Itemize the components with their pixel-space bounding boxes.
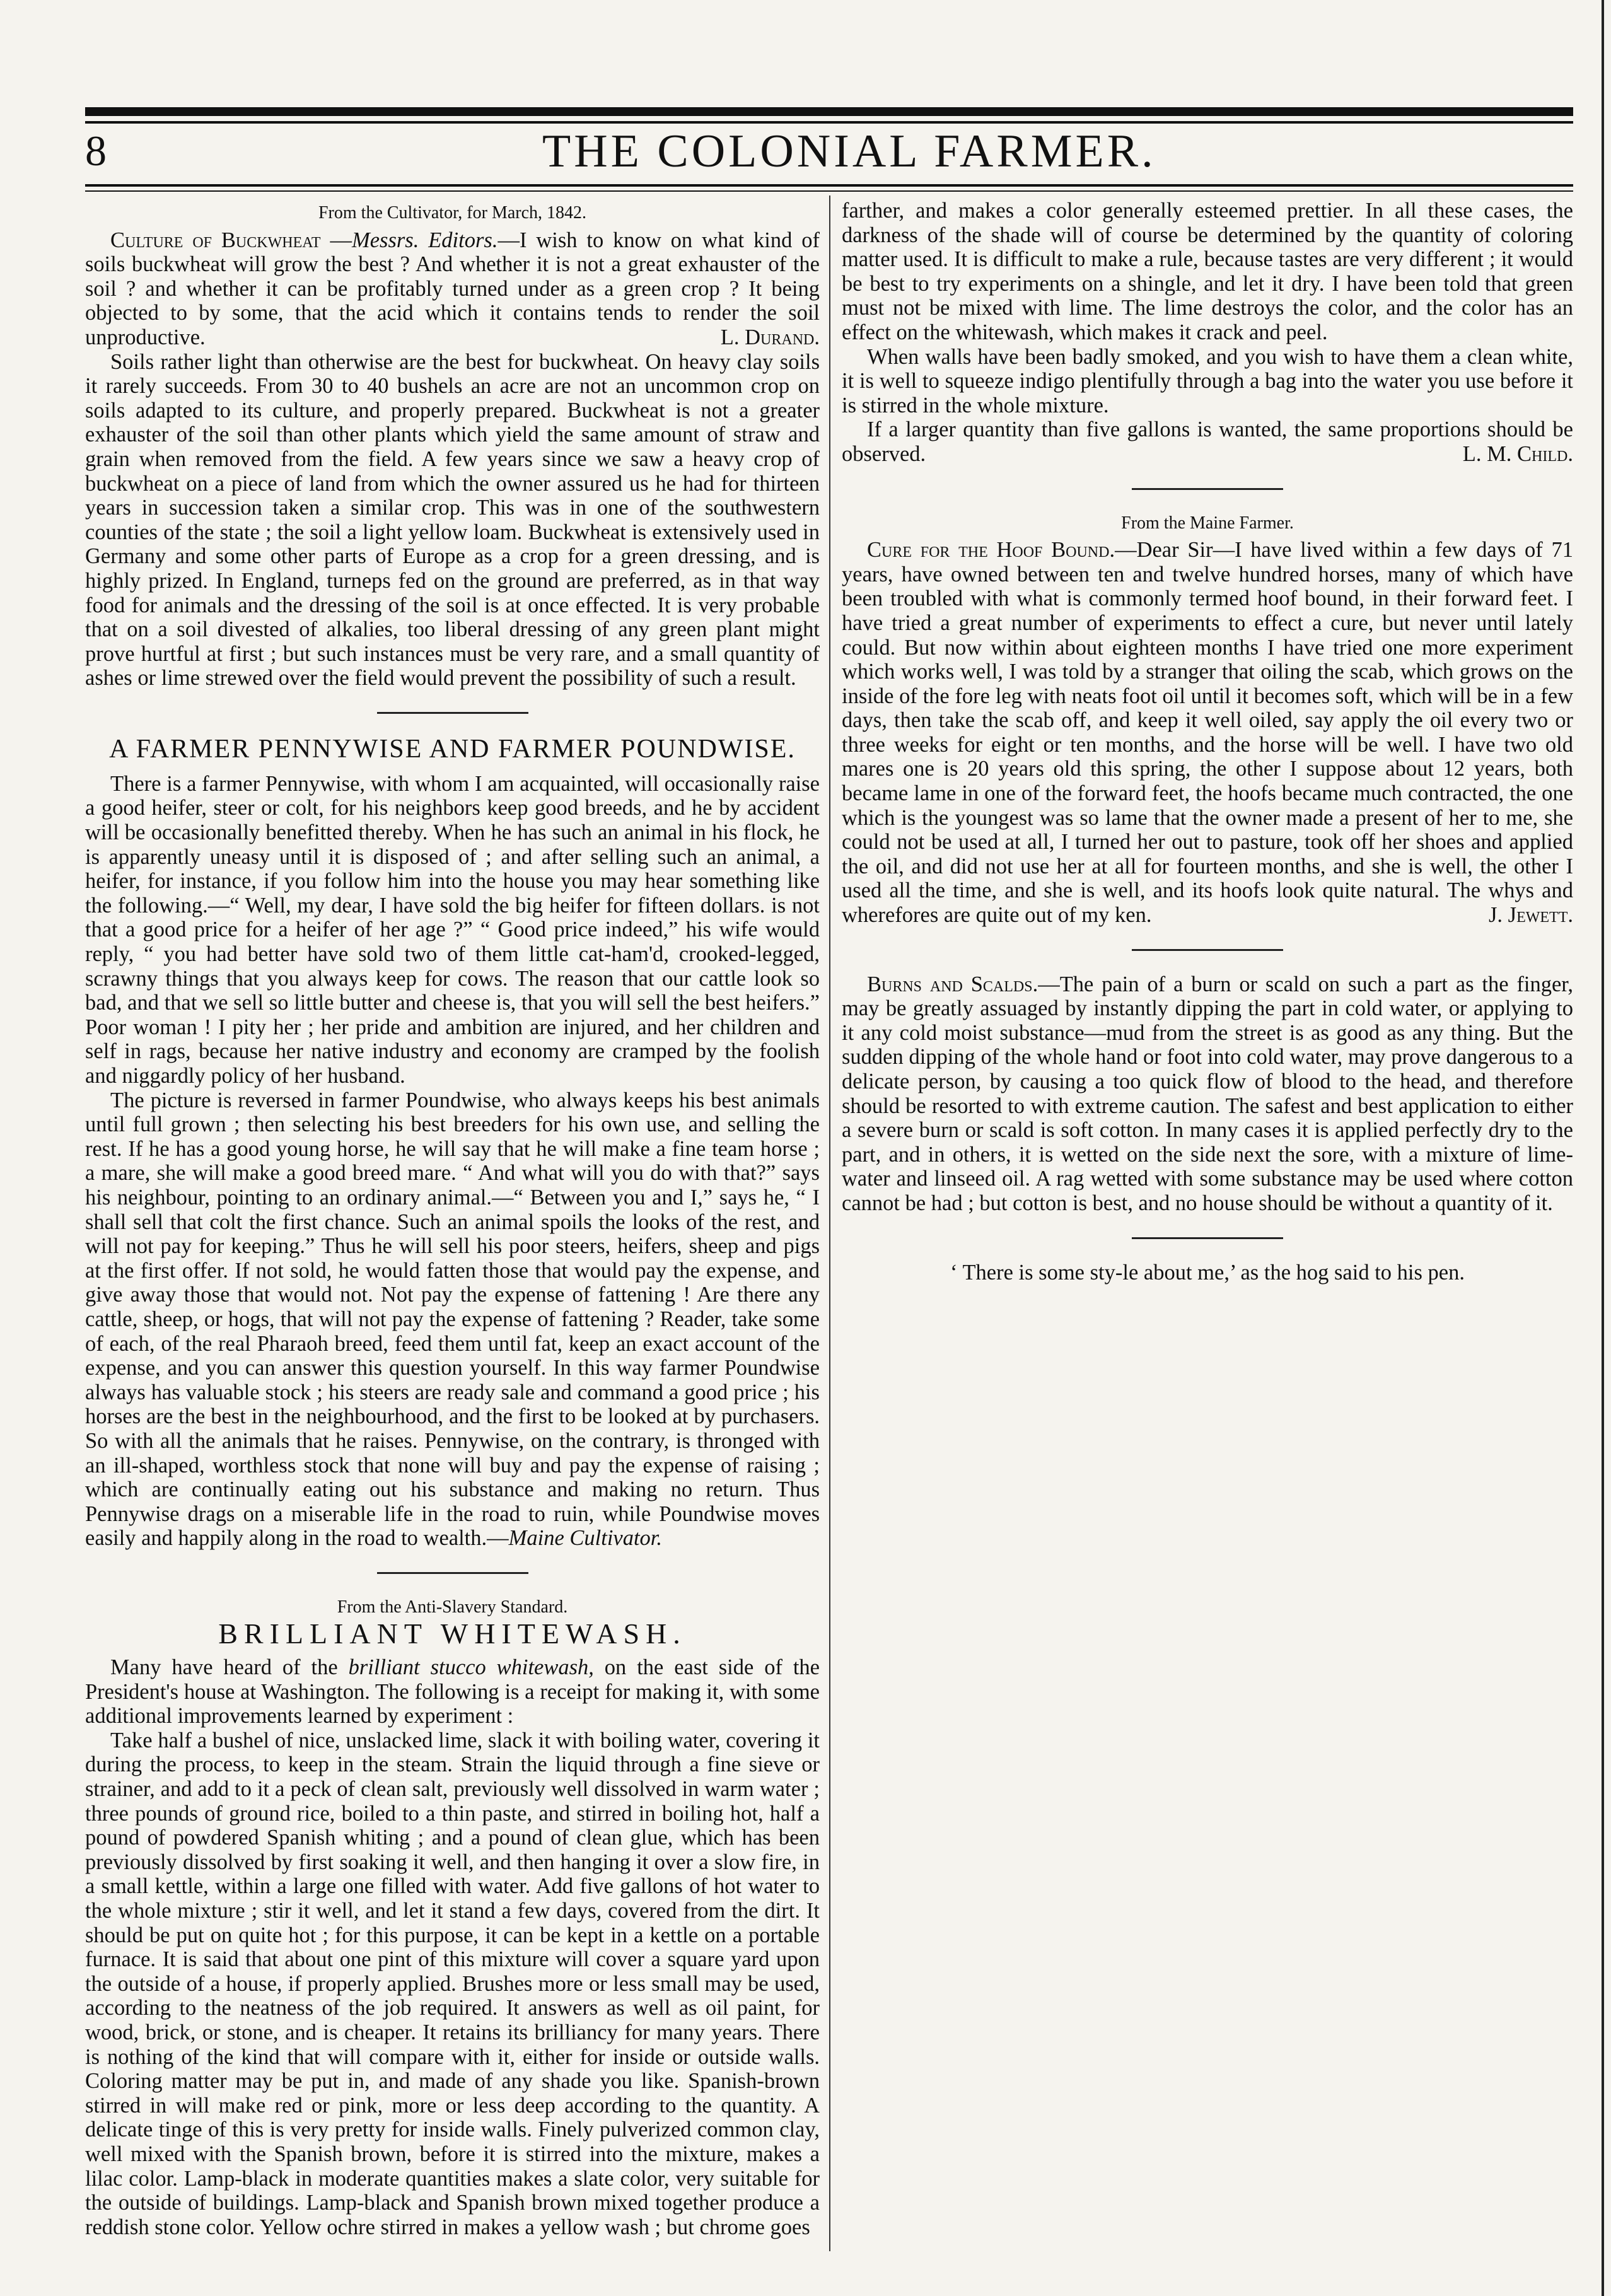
buckwheat-source: From the Cultivator, for March, 1842. — [318, 203, 587, 223]
whitewash-recipe: Take half a bushel of nice, unslacked lime, slack it with boiling water, covering it during the process, to keep in the steam. Strain the liquid through a fine sieve or strainer, and add to it a peck of clean salt, previously well dissolved in warm water ; three pounds of ground rice, boiled to a thin paste, and stirred in boiling hot, half a pound of powdered Spanish whiting ; and a pound of clean glue, which has been previously dissolved by first soaking it well, and then hanging it over a slow fire, in a small kettle, within a large one filled with water. Add five gallons of hot water to the whole mixture ; stir it well, and let it stand a few days, covered from the dirt. It should be put on quite hot ; for this purpose, it can be kept in a kettle on a portable furnace. It is said that about one pint of this mixture will cover a square yard upon the outside of a house, if properly applied. Brushes more or less small may be used, according to the neatness of the job required. It answers as well as oil paint, for wood, brick, or stone, and is cheaper. It retains its brilliancy for many years. There is nothing of the kind that will compare with it, either for inside or outside walls. Coloring matter may be put in, and made of any shade you like. Spanish-brown stirred in will make red or pink, more or less deep according to the quantity. A delicate tinge of this is very pretty for inside walls. Finely pulverized common clay, well mixed with the Spanish brown, before it is stirred into the mixture, makes a lilac color. Lamp-black in moderate quantities makes a slate color, very suitable for the outside of buildings. Lamp-black and Spanish brown mixed together produce a reddish stone color. Yellow ochre stirred in makes a yellow wash ; but chrome goes — [85, 1728, 820, 2239]
header-rule — [85, 184, 1573, 187]
section-rule — [377, 1572, 528, 1574]
whitewash-source: From the Anti-Slavery Standard. — [337, 1597, 568, 1617]
burns-body: —The pain of a burn or scald on such a part as the finger, may be greatly assuaged by instantly dipping the part in cold water, or applying to it any cold moist substance—mud from the street is as good as any thing. But the sudden dipping of the whole hand or foot into cold water, may prove dangerous to a delicate person, by causing a too quick flow of blood to the head, and therefore should be resorted to with extreme caution. The safest and best application to either a severe burn or scald is soft cotton. In many cases it is applied perfectly dry to the part, and in others, it is wetted on the side next the sore, with a mixture of lime-water and linseed oil. A rag wetted with some substance may be used where cotton cannot be had ; but cotton is best, and no house should be without a quantity of it. — [842, 972, 1573, 1215]
hog-quip: ‘ There is some sty-le about me,’ as the hog said to his pen. — [950, 1260, 1465, 1285]
section-rule — [1132, 1237, 1283, 1239]
pennywise-title: A FARMER PENNYWISE AND FARMER POUNDWISE. — [109, 734, 796, 764]
pennywise-paragraph-2 — [85, 1088, 820, 1551]
left-column — [85, 199, 820, 2239]
whitewash-signature: L. M. Child. — [1462, 441, 1573, 466]
section-rule — [1132, 949, 1283, 951]
buckwheat-question-text: —I wish to know on what kind of soils buckwheat will grow the best ? And whether it is not a great exhauster of the soil ? and whether it can be profitably turned under as a green crop ? It being objected to by some, that the acid which it contains tends to render the soil unproductive. — [85, 228, 820, 349]
whitewash-smoke: When walls have been badly smoked, and you wish to have them a clean white, it is well to squeeze indigo plentifully through a bag into the water you use before it is stirred in the whole mixture. — [842, 344, 1573, 417]
page-edge-line — [1602, 0, 1604, 2296]
whitewash-intro-a: Many have heard of the — [110, 1655, 349, 1680]
buckwheat-signature: L. Durand. — [720, 325, 820, 349]
pennywise-paragraph-2-text: The picture is reversed in farmer Poundwise, who always keeps his best animals until full grown ; then selecting his best breeders for his own use, and selling the rest. If he has a good young horse, he will say that he will make a fine team horse ; a mare, she will make a good breed mare. “ And what will you do with that?” says his neighbour, pointing to an ordinary animal.—“ Between you and I,” says he, “ I shall sell that colt the first chance. Such an animal spoils the looks of the rest, and will not pay for keeping.” Thus he will sell his poor steers, heifers, sheep and pigs at the first offer. If not sold, he would fatten those that would pay the expense, and give away those that would not. Not pay the expense of fattening ! Are there any cattle, sheep, or hogs, that will not pay the expense of fattening ? Reader, take some of each, of the real Pharaoh breed, feed them until fat, keep an exact account of the expense, and you can answer this question yourself. In this way farmer Poundwise always has valuable stock ; his steers are ready sale and command a good price ; his horses are the best in the neighbourhood, and the first to be looked at by purchasers. So with all the animals that he raises. Pennywise, on the contrary, is thronged with an ill-shaped, worthless stock that none will buy and pay the expense of raising ; which are continually eating out his substance and making no return. Thus Pennywise drags on a miserable life in the road to ruin, while Poundwise moves easily and happily along in the road to wealth.— — [85, 1088, 820, 1551]
section-rule — [1132, 488, 1283, 490]
buckwheat-answer: Soils rather light than otherwise are the best for buckwheat. On heavy clay soils it rarely succeeds. From 30 to 40 bushels an acre are not an uncommon crop on soils adapted to its culture, and properly prepared. Buckwheat is not a greater exhauster of the soil than other plants which yield the same amount of straw and grain when removed from the field. A few years since we saw a heavy crop of buckwheat on a piece of land from which the owner assured us he had for thirteen years in succession taken a similar crop. This was in one of the southwestern counties of the state ; the soil a light yellow loam. Buckwheat is extensively used in Germany and some other parts of Europe as a crop for a green dressing, and is highly prized. In England, turneps fed on the ground are preferred, as in that way food for animals and the dressing of the soil is at once effected. It is very probable that on a soil divested of alkalies, too liberal dressing of any green plant might prove hurtful at first ; but such instances must be very rare, and a small quantity of ashes or lime strewed over the field would prevent the possibility of such a result. — [85, 349, 820, 691]
whitewash-title: BRILLIANT WHITEWASH. — [218, 1617, 687, 1650]
top-rule-thick — [85, 107, 1573, 116]
whitewash-quantity — [842, 417, 1573, 466]
column-divider — [829, 195, 830, 2251]
buckwheat-question: Culture of Buckwheat —Messrs. Editors.—I wish to know on what kind of soils buckwheat will grow the best ? And whether it is not a great exhauster of the soil ? and whether it can be profitably turned under as a green crop ? It being objected to by some, that the acid which it contains tends to render the soil unproductive. L. Durand. — [85, 228, 820, 349]
whitewash-quantity-text: If a larger quantity than five gallons is wanted, the same proportions should be observed. — [842, 417, 1573, 466]
pennywise-credit: Maine Cultivator. — [508, 1526, 663, 1551]
right-column — [842, 199, 1573, 1285]
burns-text — [842, 972, 1573, 1216]
page-number: 8 — [85, 127, 107, 175]
top-rule-thin — [85, 121, 1573, 124]
pennywise-paragraph-1: There is a farmer Pennywise, with whom I am acquainted, will occasionally raise a good heifer, steer or colt, for his neighbors keep good breeds, and he by accident will be occasionally benefitted thereby. When he has such an animal in his flock, he is apparently uneasy until it is disposed of ; and after selling such an animal, a heifer, for instance, if you follow him into the house you may hear something like the following.—“ Well, my dear, I have sold the big heifer for fifteen dollars. is not that a good price for a heifer of her age ?” “ Good price indeed,” his wife would reply, “ you had better have sold two of them little cat-ham'd, crooked-legged, scrawny things that you always keep for cows. The reason that our cattle look so bad, and that we sell so little butter and cheese is, that you will sell the best heifers.” Poor woman ! I pity her ; her pride and ambition are injured, and her children and self in rags, because her native industry and economy are cramped by the foolish and niggardly policy of her husband. — [85, 771, 820, 1088]
header-rule-thin — [85, 190, 1573, 192]
hoof-text — [842, 538, 1573, 928]
hoof-source: From the Maine Farmer. — [1121, 513, 1294, 533]
whitewash-recipe-continued: farther, and makes a color generally esteemed prettier. In all these cases, the darkness of the shade will of course be determined by the quantity of coloring matter used. It is difficult to make a rule, because tastes are very different ; it would be best to try experiments on a shingle, and let it dry. I have been told that green must not be mixed with lime. The lime destroys the color, and the color has an effect on the whitewash, which makes it crack and peel. — [842, 199, 1573, 344]
section-rule — [377, 712, 528, 714]
buckwheat-heading: Culture of Buckwheat — [110, 228, 321, 252]
buckwheat-editors: Messrs. Editors. — [351, 228, 498, 252]
whitewash-intro-b: brilliant stucco whitewash, — [348, 1655, 594, 1680]
hoof-heading: Cure for the Hoof Bound. — [867, 538, 1115, 562]
burns-heading: Burns and Scalds. — [867, 972, 1038, 996]
hoof-signature: J. Jewett. — [1488, 903, 1573, 928]
whitewash-intro-c: on the east side of the President's house at Washington. The following is a receipt for making it, with some additional improvements learned by experiment : — [85, 1655, 820, 1728]
whitewash-intro — [85, 1655, 820, 1728]
hoof-body: —Dear Sir—I have lived within a few days of 71 years, have owned between ten and twelve hundred horses, many of which have been troubled with what is commonly termed hoof bound, in their forward feet. I have tried a great number of experiments to effect a cure, but never until lately could. But now within about eighteen months I have tried one more experiment which works well, I was told by a stranger that oiling the scab, which grows on the inside of the fore leg with neats foot oil until it becomes soft, which will be in a few days, then take the scab off, and keep it well oiled, say apply the oil every two or three weeks for eight or ten months, and the horse will be well. I have two old mares one is 20 years old this spring, the other I suppose about 12 years, both became lame in one of the forward feet, the hoofs became much contracted, the one which is the youngest was so lame that the owner made a present of her to me, she could not be used at all, I turned her out to pasture, took off her shoes and applied the oil, and did not use her at all for fourteen months, and she is well, the other I used all the time, and she is well, and its hoofs look quite natural. The whys and wherefores are quite out of my ken. — [842, 538, 1573, 928]
masthead-title: THE COLONIAL FARMER. — [542, 125, 1156, 177]
